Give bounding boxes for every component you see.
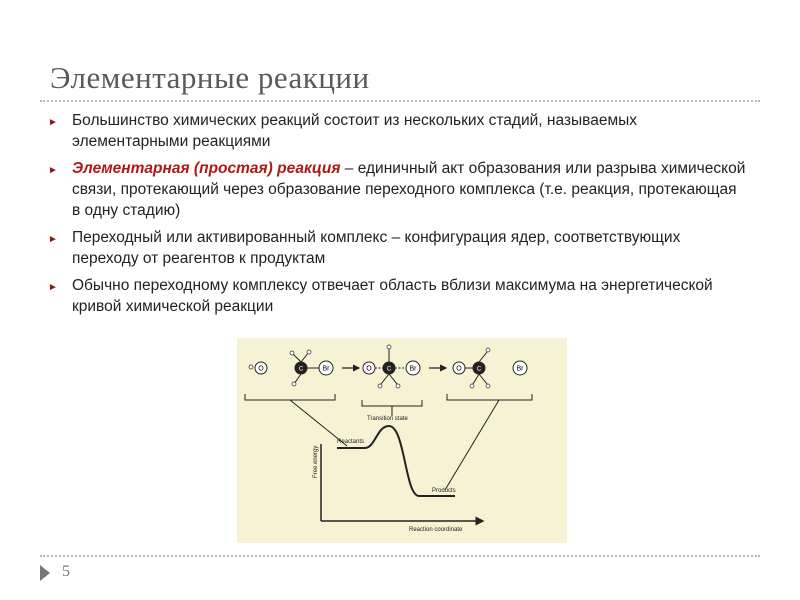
reactants-label: Reactants	[337, 439, 365, 445]
atom-label: Br	[409, 365, 417, 373]
molecule-reactants	[249, 350, 333, 386]
bullet-icon: ►	[48, 282, 58, 293]
products-label: Products	[432, 488, 456, 494]
atom-label: C	[476, 366, 482, 373]
play-icon[interactable]	[40, 565, 50, 581]
slide-title: Элементарные реакции	[50, 60, 370, 95]
bullet-list	[48, 110, 748, 323]
footer-divider	[40, 555, 760, 557]
bullet-item	[48, 227, 748, 269]
atom-label: O	[258, 365, 264, 373]
y-axis-label: Free energy	[313, 445, 319, 478]
bullet-text: Большинство химических реакций состоит из нескольких стадий, называемых элементарными реакциями	[72, 112, 637, 150]
slide-number: 5	[62, 563, 70, 580]
transition-state-label: Transition state	[367, 416, 408, 422]
bullet-item	[48, 110, 748, 152]
bullet-icon: ►	[48, 234, 58, 245]
atom-label: C	[298, 366, 304, 373]
bullet-icon: ►	[48, 117, 58, 128]
bullet-item	[48, 158, 748, 221]
atom-label: O	[456, 365, 462, 373]
molecule-transition-state	[363, 345, 420, 388]
bullet-text: Обычно переходному комплексу отвечает область вблизи максимума на энергетической кривой химической реакции	[72, 277, 713, 315]
atom-label: Br	[322, 365, 330, 373]
energy-curve	[337, 426, 455, 496]
bullet-icon: ►	[48, 165, 58, 176]
bullet-term: Элементарная (простая) реакция	[72, 160, 341, 177]
reaction-diagram	[237, 338, 567, 543]
bullet-item	[48, 275, 748, 317]
molecule-products	[453, 348, 527, 388]
atom-label: Br	[516, 365, 524, 373]
bullet-text: Переходный или активированный комплекс – конфигурация ядер, соответствующих переходу от реагентов к продуктам	[72, 229, 681, 267]
title-divider	[40, 100, 760, 102]
x-axis-label: Reaction coordinate	[409, 527, 463, 533]
atom-label: O	[366, 365, 372, 373]
group-brackets	[245, 394, 532, 406]
bullet-text: – единичный акт образования или разрыва химической связи, протекающий через образование переходного комплекса (т.е. реакция, протекающая в одну стадию)	[72, 160, 746, 219]
reaction-diagram-svg	[237, 338, 567, 543]
atom-label: C	[386, 366, 392, 373]
